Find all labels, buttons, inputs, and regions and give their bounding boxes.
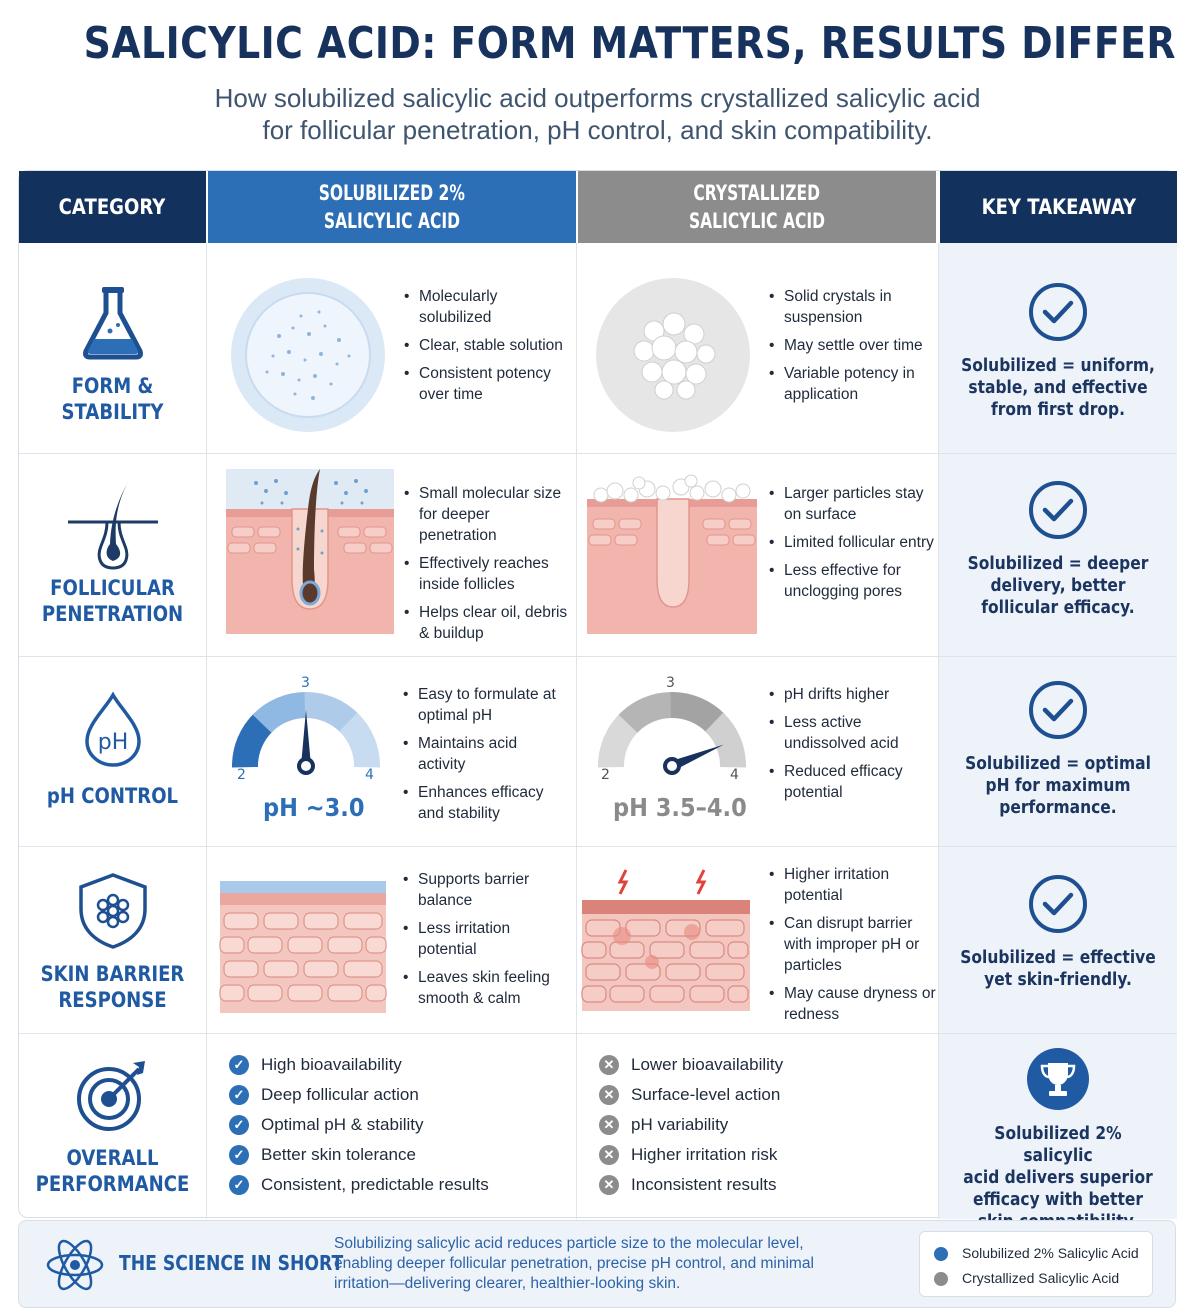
check-icon: ✓ xyxy=(229,1055,249,1075)
solubilized-penetration-diagram xyxy=(226,469,394,634)
list-item: ✓ Optimal pH & stability xyxy=(229,1110,489,1140)
gauge-hub xyxy=(665,759,679,773)
solubilized-ph-gauge xyxy=(229,686,384,776)
list-item: • pH drifts higher xyxy=(769,684,934,705)
takeaway-penetration: Solubilized = deeper delivery, better follicular efficacy. xyxy=(939,479,1177,619)
list-item: • May settle over time xyxy=(769,335,934,356)
solubilized-penetration-list xyxy=(404,483,569,651)
legend xyxy=(919,1231,1153,1297)
crystallized-barrier-list xyxy=(769,864,939,1032)
list-item: • Clear, stable solution xyxy=(404,335,569,356)
list-item: • Helps clear oil, debris & buildup xyxy=(404,602,569,644)
list-item: ✕ Lower bioavailability xyxy=(599,1050,783,1080)
list-item: ✕ Inconsistent results xyxy=(599,1170,783,1200)
takeaway-ph: Solubilized = optimal pH for maximum performance. xyxy=(939,679,1177,819)
gauge-tick-mid: 3 xyxy=(666,675,675,691)
takeaway-overall: Solubilized 2% salicylic acid delivers superior efficacy with better xyxy=(939,1047,1177,1233)
list-item: • Less effective for unclogging pores xyxy=(769,560,934,602)
gauge-tick-mid: 3 xyxy=(301,675,310,691)
divider xyxy=(19,1033,1177,1034)
check-icon: ✓ xyxy=(229,1115,249,1135)
takeaway-form: Solubilized = uniform, stable, and effective from first drop. xyxy=(939,281,1177,421)
divider xyxy=(576,243,577,1219)
divider xyxy=(19,453,1177,454)
list-item: • Consistent potency over time xyxy=(404,363,569,405)
list-item: • Enhances efficacy and stability xyxy=(403,782,568,824)
ph-drop-icon xyxy=(81,691,145,769)
check-icon: ✓ xyxy=(229,1085,249,1105)
list-item: • Larger particles stay on surface xyxy=(769,483,934,525)
list-item: ✓ Consistent, predictable results xyxy=(229,1170,489,1200)
category-form-stability: FORM & STABILITY xyxy=(19,283,206,425)
category-follicular-penetration: FOLLICULAR PENETRATION xyxy=(19,476,206,627)
list-item: • Solid crystals in suspension xyxy=(769,286,934,328)
takeaway-barrier: Solubilized = effective yet skin-friendly. xyxy=(939,873,1177,991)
list-item: ✓ Deep follicular action xyxy=(229,1080,489,1110)
legend-item: Crystallized Salicylic Acid xyxy=(934,1266,1152,1291)
shield-icon xyxy=(75,871,151,951)
list-item: • Can disrupt barrier with improper pH or particles xyxy=(769,913,939,976)
crystallized-ph-list xyxy=(769,684,934,810)
x-icon: ✕ xyxy=(599,1175,619,1195)
legend-swatch xyxy=(934,1272,948,1286)
healthy-skin-barrier-diagram xyxy=(220,881,386,1013)
x-icon: ✕ xyxy=(599,1055,619,1075)
list-item: • Higher irritation potential xyxy=(769,864,939,906)
solubilized-solution-dish xyxy=(229,276,387,434)
header-takeaway: KEY TAKEAWAY xyxy=(940,171,1177,243)
list-item: • Limited follicular entry xyxy=(769,532,934,553)
list-item: • Molecularly solubilized xyxy=(404,286,569,328)
list-item: • Variable potency in application xyxy=(769,363,934,405)
crystallized-ph-gauge xyxy=(595,686,750,776)
header-crystallized: CRYSTALLIZED SALICYLIC ACID xyxy=(578,171,936,243)
trophy-icon xyxy=(1026,1047,1090,1111)
check-circle-icon xyxy=(1027,679,1089,741)
check-circle-icon xyxy=(1027,873,1089,935)
x-icon: ✕ xyxy=(599,1115,619,1135)
check-icon: ✓ xyxy=(229,1145,249,1165)
header-solubilized: SOLUBILIZED 2% SALICYLIC ACID xyxy=(208,171,576,243)
gauge-tick-max: 4 xyxy=(730,767,739,783)
list-item: ✕ pH variability xyxy=(599,1110,783,1140)
gauge-tick-max: 4 xyxy=(365,767,374,783)
list-item: • Effectively reaches inside follicles xyxy=(404,553,569,595)
legend-item: Solubilized 2% Salicylic Acid xyxy=(934,1241,1152,1266)
legend-swatch xyxy=(934,1247,948,1261)
category-ph-control: pH pH CONTROL xyxy=(19,691,206,809)
solubilized-form-list xyxy=(404,286,569,412)
science-text: Solubilizing salicylic acid reduces particle size to the molecular level, enabling deeper follicular penetration, precise pH control, and minimal irritation—delivering clearer, healthier-looking skin. xyxy=(334,1235,814,1292)
atom-icon xyxy=(45,1235,105,1295)
divider xyxy=(19,846,1177,847)
divider xyxy=(206,243,207,1219)
x-icon: ✕ xyxy=(599,1145,619,1165)
list-item: • Less irritation potential xyxy=(403,918,568,960)
list-item: ✕ Higher irritation risk xyxy=(599,1140,783,1170)
crystallized-penetration-diagram xyxy=(587,469,757,634)
crystallized-penetration-list xyxy=(769,483,934,609)
svg-text:pH: pH xyxy=(97,730,128,755)
header-category: CATEGORY xyxy=(19,171,206,243)
list-item: ✓ Better skin tolerance xyxy=(229,1140,489,1170)
category-skin-barrier: SKIN BARRIER RESPONSE xyxy=(19,871,206,1013)
check-circle-icon xyxy=(1027,479,1089,541)
list-item: • Reduced efficacy potential xyxy=(769,761,934,803)
list-item: ✕ Surface-level action xyxy=(599,1080,783,1110)
flask-icon xyxy=(78,283,148,363)
gauge-tick-min: 2 xyxy=(237,767,246,783)
list-item: • May cause dryness or redness xyxy=(769,983,939,1025)
list-item: ✓ High bioavailability xyxy=(229,1050,489,1080)
irritated-skin-barrier-diagram xyxy=(582,866,750,1011)
hair-follicle-icon xyxy=(63,476,163,571)
page-title: SALICYLIC ACID: FORM MATTERS, RESULTS DIFFER xyxy=(83,18,1176,69)
list-item: • Less active undissolved acid xyxy=(769,712,934,754)
crystallized-ph-value: pH 3.5–4.0 xyxy=(613,793,747,822)
target-icon xyxy=(73,1055,153,1135)
list-item: • Small molecular size for deeper penetration xyxy=(404,483,569,546)
science-title: THE SCIENCE IN SHORT xyxy=(119,1251,344,1275)
list-item: • Easy to formulate at optimal pH xyxy=(403,684,568,726)
list-item: • Maintains acid activity xyxy=(403,733,568,775)
category-overall-performance: OVERALL PERFORMANCE xyxy=(19,1055,206,1197)
list-item: • Leaves skin feeling smooth & calm xyxy=(403,967,568,1009)
crystallized-dish xyxy=(594,276,752,434)
page-subtitle: How solubilized salicylic acid outperforms crystallized salicylic acid for follicular penetration, pH control, and skin compatibility. xyxy=(214,83,981,145)
solubilized-barrier-list xyxy=(403,869,568,1016)
check-circle-icon xyxy=(1027,281,1089,343)
science-footer xyxy=(18,1220,1176,1308)
gauge-hub xyxy=(299,759,313,773)
x-icon: ✕ xyxy=(599,1085,619,1105)
check-icon: ✓ xyxy=(229,1175,249,1195)
solubilized-performance-list xyxy=(229,1050,489,1200)
crystallized-form-list xyxy=(769,286,934,412)
comparison-table xyxy=(18,170,1176,1218)
solubilized-ph-value: pH ~3.0 xyxy=(263,793,365,822)
solubilized-ph-list xyxy=(403,684,568,831)
list-item: • Supports barrier balance xyxy=(403,869,568,911)
gauge-tick-min: 2 xyxy=(601,767,610,783)
crystallized-performance-list xyxy=(599,1050,783,1200)
divider xyxy=(19,656,1177,657)
